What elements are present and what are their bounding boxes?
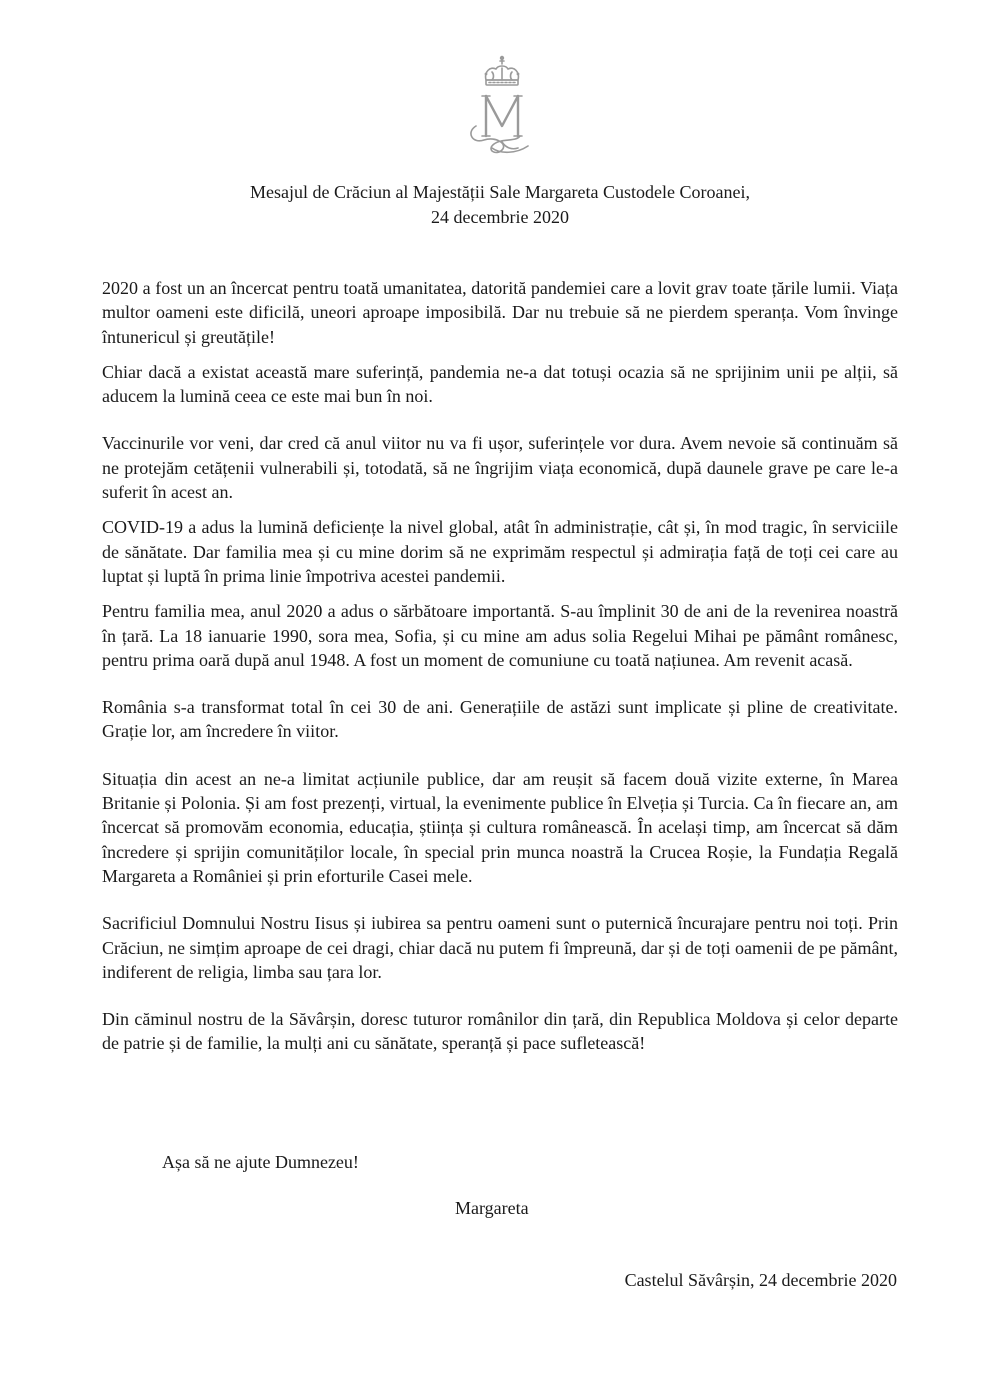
place-and-date: Castelul Săvârșin, 24 decembrie 2020 (624, 1270, 897, 1290)
paragraph: Chiar dacă a existat această mare suferință, pandemia ne-a dat totuși ocazia să ne sprijinim unii pe alții, să aducem la lumină ceea ce este mai bun în noi. (102, 361, 898, 407)
paragraph: România s-a transformat total în cei 30 de ani. Generațiile de astăzi sunt implicate și pline de creativitate. Grație lor, am încredere în viitor. (102, 697, 898, 742)
paragraph: Sacrificiul Domnului Nostru Iisus și iubirea sa pentru oameni sunt o puternică încurajare pentru noi toți. Prin Crăciun, ne simțim aproape de cei dragi, chiar dacă nu putem fi împreună, dar și de toți oamenii de pe pământ, indiferent de religia, limba sau țara lor. (102, 913, 898, 982)
paragraph: Pentru familia mea, anul 2020 a adus o sărbătoare importantă. S-au împlinit 30 de ani de la revenirea noastră în țară. La 18 ianuarie 1990, sora mea, Sofia, și cu mine am adus solia Regelui Mihai pe pământ românesc, pentru prima oară după anul 1948. A fost un moment de comuniune cu toată națiunea. Am revenit acasă. (102, 601, 898, 670)
title-line: Mesajul de Crăciun al Majestății Sale Margareta Custodele Coroanei, (249, 182, 751, 202)
paragraph: Din căminul nostru de la Săvârșin, doresc tuturor românilor din țară, din Republica Moldova și celor departe de patrie și de familie, la mulți ani cu sănătate, speranță și pace sufletească! (102, 1009, 898, 1054)
paragraph: Vaccinurile vor veni, dar cred că anul viitor nu va fi ușor, suferințele vor dura. Avem nevoie să continuăm să ne protejăm cetățenii vulnerabili și, totodată, să ne îngrijim viața economică, după daunele grave pe care le-a suferit în acest an. (102, 433, 898, 503)
title-date: 24 decembrie 2020 (431, 207, 569, 227)
closing-blessing: Așa să ne ajute Dumnezeu! (162, 1152, 359, 1172)
paragraph: 2020 a fost un an încercat pentru toată umanitatea, datorită pandemiei care a lovit grav toate țările lumii. Viața multor oameni este dificilă, uneori aproape imposibilă. Dar nu trebuie să ne pierdem speranța. Vom învinge întunericul și greutățile! (102, 278, 898, 347)
message-body (102, 276, 898, 1067)
paragraph: COVID-19 a adus la lumină deficiențe la nivel global, atât în administrație, cât și, în mod tragic, în serviciile de sănătate. Dar familia mea și cu mine dorim să ne exprimăm respectul și admirația față de toți cei care au luptat și luptă în prima linie împotriva acestei pandemii. (102, 517, 898, 586)
signature: Margareta (455, 1198, 529, 1218)
royal-crown-monogram-icon (462, 52, 542, 160)
paragraph: Situația din acest an ne-a limitat acțiunile publice, dar am reușit să facem două vizite externe, în Marea Britanie și Polonia. Și am fost prezenți, virtual, la evenimente publice în Elveția și Turcia. Ca în fiecare an, am încercat să promovăm economia, educația, știința și cultura românească. În același timp, am încercat să dăm încredere și sprijin comunităților locale, în special prin munca noastră la Crucea Roșie, la Fundația Regală Margareta a României și prin eforturile Casei mele. (102, 768, 898, 886)
message-title (100, 180, 900, 230)
